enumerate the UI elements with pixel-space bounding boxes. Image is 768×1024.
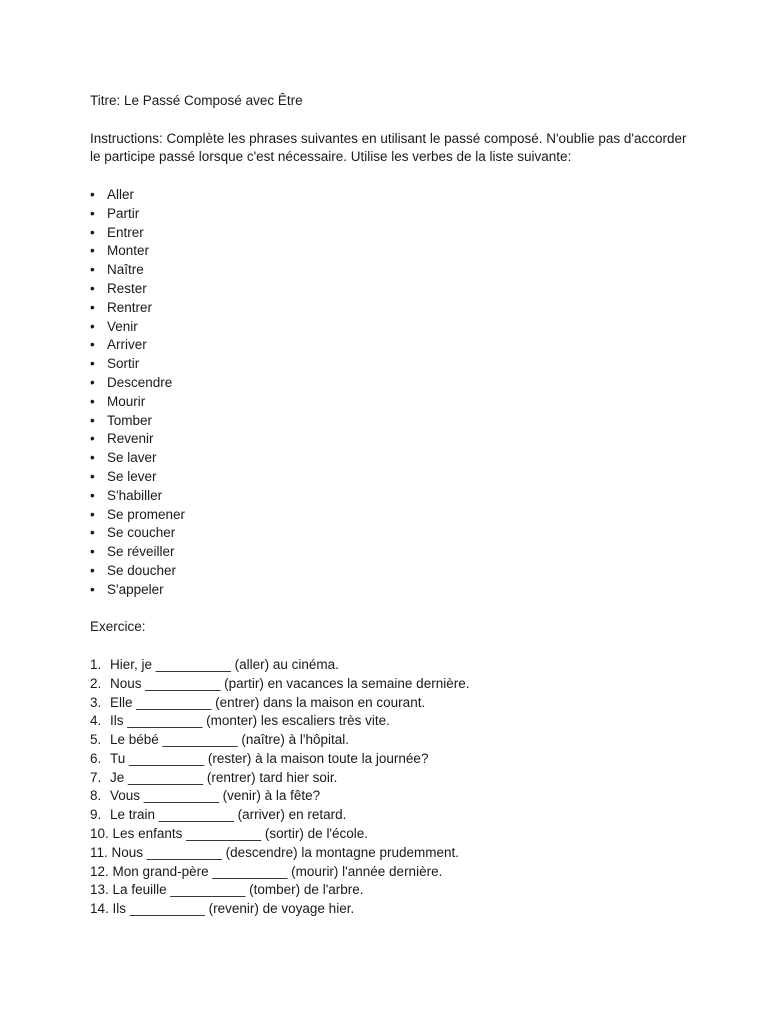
bullet-icon: • (90, 374, 95, 390)
verb-label: Tomber (107, 412, 153, 428)
bullet-icon: • (90, 450, 95, 466)
verb-label: Venir (107, 318, 138, 334)
verb-list-item (90, 524, 730, 543)
exercise-number: 5. (90, 732, 102, 748)
exercise-sentence: Vous __________ (venir) à la fête? (110, 788, 321, 804)
verb-list-item (90, 412, 730, 431)
bullet-icon: • (90, 412, 95, 428)
verb-list-item (90, 242, 730, 261)
verb-label: Sortir (107, 356, 140, 372)
exercise-number: 13. (90, 882, 109, 898)
exercise-sentence: Elle __________ (entrer) dans la maison en courant. (110, 694, 426, 710)
exercise-number: 12. (90, 863, 109, 879)
verb-list-item (90, 374, 730, 393)
bullet-icon: • (90, 224, 95, 240)
exercise-sentence: Je __________ (rentrer) tard hier soir. (110, 769, 338, 785)
exercise-number: 11. (90, 844, 108, 860)
exercise-item (90, 844, 730, 863)
bullet-icon: • (90, 205, 95, 221)
verb-list-item (90, 224, 730, 243)
bullet-icon: • (90, 262, 95, 278)
page-title: Titre: Le Passé Composé avec Être (90, 93, 303, 108)
exercise-sentence: Les enfants __________ (sortir) de l'école. (112, 826, 369, 842)
verb-label: Se promener (107, 506, 186, 522)
verb-list-item (90, 487, 730, 506)
exercise-number: 14. (90, 901, 109, 917)
exercise-list (90, 656, 730, 919)
exercise-item (90, 881, 730, 900)
verb-list-item (90, 299, 730, 318)
exercise-item (90, 806, 730, 825)
exercise-number: 6. (90, 750, 102, 766)
exercise-item (90, 750, 730, 769)
bullet-icon: • (90, 562, 95, 578)
verb-list-item (90, 393, 730, 412)
bullet-icon: • (90, 525, 95, 541)
exercise-item (90, 900, 730, 919)
bullet-icon: • (90, 581, 95, 597)
exercise-heading: Exercice: (90, 619, 146, 635)
verb-label: Entrer (107, 224, 144, 240)
bullet-icon: • (90, 299, 95, 315)
verb-list-item (90, 205, 730, 224)
exercise-item (90, 769, 730, 788)
exercise-item (90, 712, 730, 731)
verb-label: Rester (107, 280, 147, 296)
exercise-number: 8. (90, 788, 102, 804)
exercise-number: 3. (90, 694, 102, 710)
exercise-sentence: Le bébé __________ (naître) à l'hôpital. (110, 732, 350, 748)
verb-label: Se laver (107, 450, 157, 466)
bullet-icon: • (90, 393, 95, 409)
verb-list-item (90, 336, 730, 355)
verb-list-item (90, 280, 730, 299)
verb-label: Se coucher (107, 525, 176, 541)
exercise-number: 4. (90, 713, 102, 729)
bullet-icon: • (90, 243, 95, 259)
verb-label: Monter (107, 243, 150, 259)
exercise-number: 10. (90, 826, 109, 842)
verb-list-item (90, 581, 730, 600)
exercise-sentence: Nous __________ (partir) en vacances la semaine dernière. (110, 675, 470, 691)
exercise-number: 1. (90, 656, 102, 672)
verb-list-item (90, 318, 730, 337)
exercise-sentence: Nous __________ (descendre) la montagne prudemment. (111, 844, 460, 860)
verb-label: S'habiller (107, 487, 163, 503)
bullet-icon: • (90, 506, 95, 522)
exercise-sentence: Le train __________ (arriver) en retard. (110, 807, 347, 823)
verb-label: Aller (107, 186, 135, 202)
bullet-icon: • (90, 544, 95, 560)
exercise-item (90, 787, 730, 806)
exercise-sentence: Mon grand-père __________ (mourir) l'année dernière. (112, 863, 443, 879)
verb-label: Rentrer (107, 299, 153, 315)
verb-label: S'appeler (107, 581, 164, 597)
exercise-number: 9. (90, 807, 102, 823)
verb-list-item (90, 430, 730, 449)
verb-label: Se réveiller (107, 544, 175, 560)
exercise-sentence: Ils __________ (revenir) de voyage hier. (112, 901, 355, 917)
verb-list-item (90, 186, 730, 205)
verb-list-item (90, 468, 730, 487)
verb-list-item (90, 261, 730, 280)
verb-list-item (90, 355, 730, 374)
verb-label: Naître (107, 262, 144, 278)
bullet-icon: • (90, 431, 95, 447)
bullet-icon: • (90, 356, 95, 372)
exercise-item (90, 731, 730, 750)
exercise-sentence: Tu __________ (rester) à la maison toute la journée? (110, 750, 429, 766)
verb-label: Se doucher (107, 562, 177, 578)
exercise-item (90, 694, 730, 713)
bullet-icon: • (90, 487, 95, 503)
bullet-icon: • (90, 318, 95, 334)
verb-list (90, 186, 730, 600)
verb-list-item (90, 449, 730, 468)
instructions-paragraph: Instructions: Complète les phrases suivantes en utilisant le passé composé. N'oublie pas d'accorder le participe passé lorsque c'est nécessaire. Utilise les verbes de la liste suivante: (90, 130, 687, 165)
bullet-icon: • (90, 468, 95, 484)
verb-label: Mourir (107, 393, 146, 409)
worksheet (90, 92, 730, 919)
exercise-number: 2. (90, 675, 102, 691)
bullet-icon: • (90, 337, 95, 353)
exercise-item (90, 825, 730, 844)
verb-label: Se lever (107, 468, 157, 484)
verb-label: Descendre (107, 374, 173, 390)
verb-label: Revenir (107, 431, 154, 447)
verb-label: Arriver (107, 337, 147, 353)
verb-list-item (90, 506, 730, 525)
bullet-icon: • (90, 186, 95, 202)
exercise-number: 7. (90, 769, 102, 785)
exercise-sentence: Hier, je __________ (aller) au cinéma. (110, 656, 339, 672)
exercise-item (90, 675, 730, 694)
bullet-icon: • (90, 280, 95, 296)
verb-list-item (90, 562, 730, 581)
verb-label: Partir (107, 205, 140, 221)
verb-list-item (90, 543, 730, 562)
exercise-sentence: La feuille __________ (tomber) de l'arbre. (112, 882, 364, 898)
exercise-item (90, 656, 730, 675)
exercise-item (90, 863, 730, 882)
exercise-sentence: Ils __________ (monter) les escaliers très vite. (110, 713, 390, 729)
